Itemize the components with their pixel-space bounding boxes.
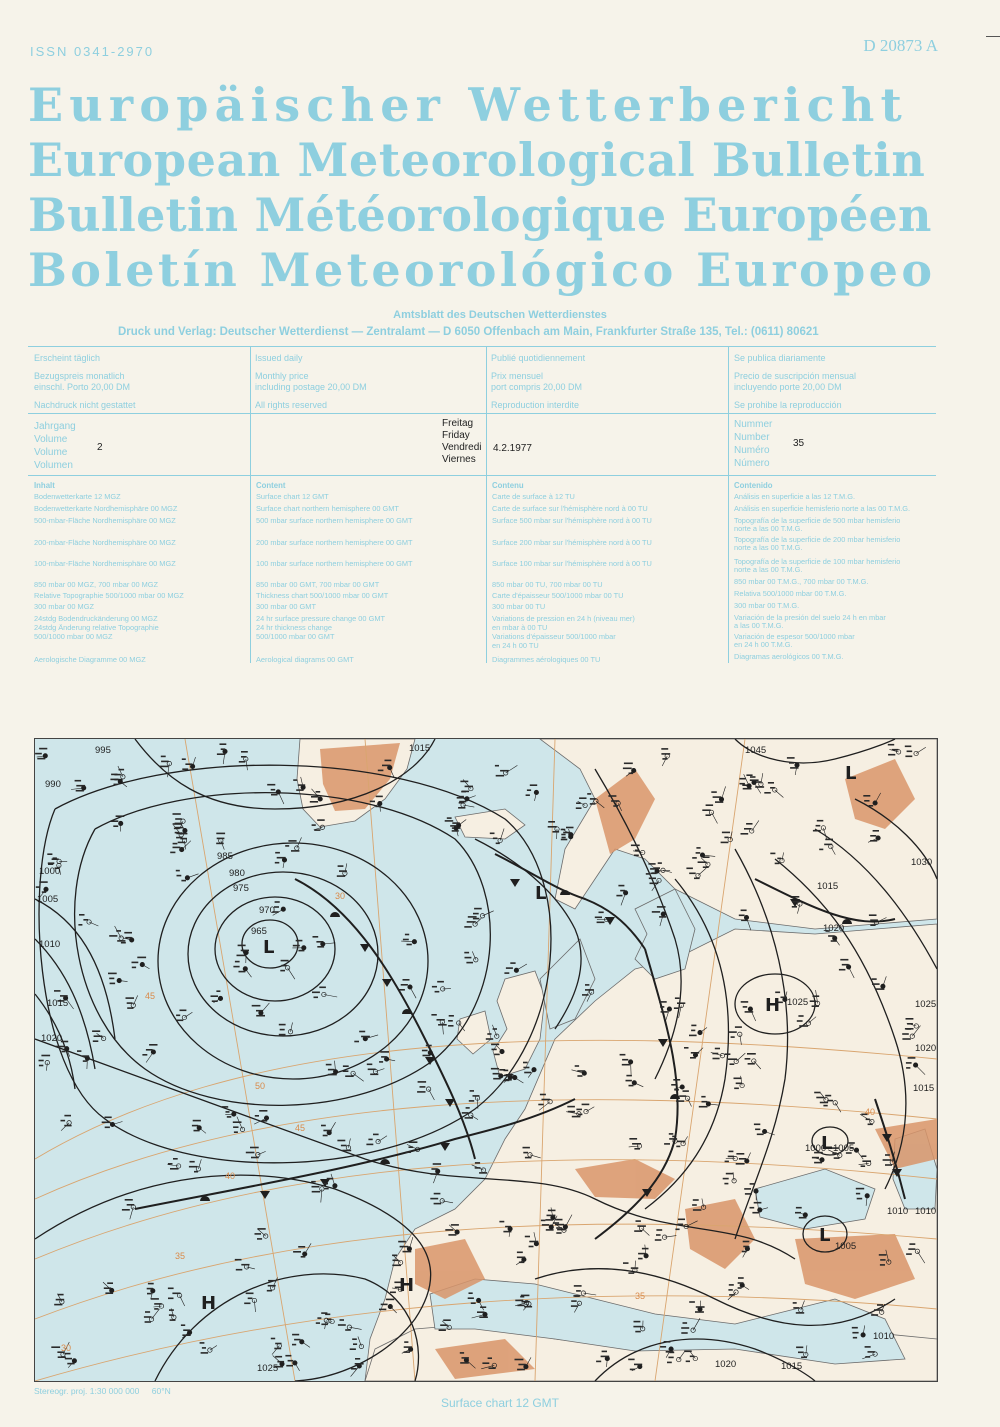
isobar-label: 1015 — [817, 881, 839, 892]
isobar-label: 985 — [217, 851, 233, 862]
title-english: European Meteorological Bulletin — [28, 133, 926, 187]
volume-labels: Jahrgang Volume Volume Volumen — [34, 421, 76, 471]
isobar-label: 1000 — [39, 866, 61, 877]
weekday-labels: Freitag Friday Vendredi Viernes — [442, 418, 482, 465]
title-german: Europäischer Wetterbericht — [28, 78, 908, 132]
latitude-label: 50 — [255, 1081, 266, 1091]
isobar-label: 1000 — [805, 1143, 827, 1154]
high-pressure-center: H — [399, 1275, 415, 1296]
divider-info — [28, 413, 936, 414]
isobar-label: 1020 — [915, 1043, 937, 1054]
info-english: Issued daily Monthly price including postage 20,00 DM All rights reserved — [255, 353, 367, 410]
document-number: D 20873 A — [863, 36, 938, 55]
title-french: Bulletin Météorologique Européen — [28, 188, 932, 242]
latitude-label: 30 — [335, 891, 346, 901]
weather-map-svg — [35, 739, 937, 1381]
isobar-label: 980 — [229, 868, 245, 879]
isobar-label: 975 — [233, 883, 249, 894]
isobar-label: 1025 — [915, 999, 937, 1010]
latitude-label: 45 — [295, 1123, 306, 1133]
edge-mark — [986, 36, 1000, 37]
divider-contents — [28, 475, 936, 476]
info-french: Publié quotidiennement Prix mensuel port compris 20,00 DM Reproduction interdite — [491, 353, 586, 410]
isobar-label: 1015 — [913, 1083, 935, 1094]
isobar-label: 1025 — [257, 1363, 279, 1374]
volume-value: 2 — [97, 442, 103, 453]
isobar-label: 1005 — [833, 1143, 855, 1154]
map-projection-note: Stereogr. proj. 1:30 000 000 60°N — [34, 1386, 171, 1396]
isobar-label: 970 — [259, 905, 275, 916]
publisher-line: Druck und Verlag: Deutscher Wetterdienst — Zentralamt — D 6050 Offenbach am Main, Frankfurter Straße 135, Tel.: (0611) 80621 — [118, 326, 819, 338]
surface-weather-map — [34, 738, 938, 1382]
official-gazette-line: Amtsblatt des Deutschen Wetterdienstes — [393, 309, 607, 321]
low-pressure-center: L — [263, 937, 275, 958]
issue-date: 4.2.1977 — [493, 443, 532, 454]
low-pressure-center: L — [845, 763, 857, 784]
issn-number: ISSN 0341-2970 — [30, 44, 155, 59]
isobar-label: 1030 — [911, 857, 933, 868]
contents-german: Inhalt Bodenwetterkarte 12 MGZ Bodenwetterkarte Nordhemisphäre 00 MGZ 500-mbar-Fläche Nordhemisphäre 00 MGZ 200-mbar-Fläche Nordhemisphäre 00 MGZ 100-mbar-Fläche Nordhemisphäre 00 MGZ 850 mbar 00 MGZ, 700 mbar 00 MGZ Relative Topographie 500/1000 mbar 00 MGZ 300 mbar 00 MGZ 24stdg Bodendruckänderung 00 MGZ 24stdg Änderung relative Topographie 500/1000 mbar 00 MGZ Aerologische Diagramme 00 MGZ — [34, 481, 184, 664]
isobar-label: 1015 — [409, 743, 431, 754]
isobar-label: 965 — [251, 926, 267, 937]
title-spanish: Boletín Meteorológico Europeo — [28, 243, 936, 297]
info-german: Erscheint täglich Bezugspreis monatlich einschl. Porto 20,00 DM Nachdruck nicht gestattet — [34, 353, 136, 410]
info-spanish: Se publica diariamente Precio de suscripción mensual incluyendo porte 20,00 DM Se prohibe la reproducción — [734, 353, 857, 410]
high-pressure-center: H — [765, 995, 781, 1016]
isobar-label: 1045 — [745, 745, 767, 756]
isobar-label: 1020 — [715, 1359, 737, 1370]
isobar-label: 1015 — [47, 998, 69, 1009]
issue-number: 35 — [793, 438, 805, 449]
isobar-label: 1020 — [41, 1033, 63, 1044]
contents-english: Content Surface chart 12 GMT Surface chart northern hemisphere 00 GMT 500 mbar surface northern hemisphere 00 GMT 200 mbar surface northern hemisphere 00 GMT 100 mbar surface northern hemisphere 00 GMT 850 mbar 00 GMT, 700 mbar 00 GMT Thickness chart 500/1000 mbar 00 GMT 300 mbar 00 GMT 24 hr surface pressure change 00 GMT 24 hr thickness change 500/1000 mbar 00 GMT Aerological diagrams 00 GMT — [256, 481, 413, 664]
low-pressure-center: L — [535, 883, 547, 904]
top-row — [0, 0, 1000, 70]
title-block — [28, 78, 948, 298]
high-pressure-center: H — [201, 1293, 217, 1314]
isobar-label: 1010 — [873, 1331, 895, 1342]
latitude-label: 35 — [175, 1251, 186, 1261]
isobar-label: 990 — [45, 779, 61, 790]
isobar-label: 1025 — [787, 997, 809, 1008]
isobar-label: 1020 — [823, 923, 845, 934]
divider-top — [28, 346, 936, 347]
isobar-label: 1010 — [39, 939, 61, 950]
map-latitude-note: 60°N — [151, 1386, 171, 1396]
isobar-label: 1010 — [887, 1206, 909, 1217]
number-labels: Nummer Number Numéro Número — [734, 419, 773, 469]
column-divider-3 — [728, 347, 729, 663]
latitude-label: 35 — [635, 1291, 646, 1301]
latitude-label: 40 — [865, 1107, 876, 1117]
map-caption: Surface chart 12 GMT — [440, 1396, 560, 1410]
low-pressure-center: L — [819, 1225, 831, 1246]
isobar-label: 1005 — [835, 1241, 857, 1252]
contents-french: Contenu Carte de surface à 12 TU Carte de surface sur l'hémisphère nord à 00 TU Surface 500 mbar sur l'hémisphère nord à 00 TU Surface 200 mbar sur l'hémisphère nord à 00 TU Surface 100 mbar sur l'hémisphère nord à 00 TU 850 mbar 00 TU, 700 mbar 00 TU Carte d'épaisseur 500/1000 mbar 00 TU 300 mbar 00 TU Variations de pression en 24 h (niveau mer) en mbar à 00 TU Variations d'épaisseur 500/1000 mbar en 24 h 00 TU Diagrammes aérologiques 00 TU — [492, 481, 652, 664]
isobar-label: 995 — [95, 745, 111, 756]
isobar-label: 1010 — [915, 1206, 937, 1217]
latitude-label: 30 — [61, 1343, 72, 1353]
latitude-label: 40 — [225, 1171, 236, 1181]
isobar-label: 1015 — [781, 1361, 803, 1372]
low-pressure-center: L — [821, 1133, 833, 1154]
latitude-label: 45 — [145, 991, 156, 1001]
isobar-label: 1005 — [37, 894, 59, 905]
contents-spanish: Contenido Análisis en superficie a las 12 T.M.G. Análisis en superficie hemisferio norte a las 00 T.M.G. Topografía de la superficie de 500 mbar hemisferio norte a las 00 T.M.G. Topografía de la superficie de 200 mbar hemisferio norte a las 00 T.M.G. Topografía de la superficie de 100 mbar hemisferio norte a las 00 T.M.G. 850 mbar 00 T.M.G., 700 mbar 00 T.M.G. Relativa 500/1000 mbar 00 T.M.G. 300 mbar 00 T.M.G. Variación de la presión del suelo 24 h en mbar a las 00 T.M.G. Variación de espesor 500/1000 mbar en 24 h 00 T.M.G. Diagramas aerológicos 00 T.M.G. — [734, 481, 911, 661]
